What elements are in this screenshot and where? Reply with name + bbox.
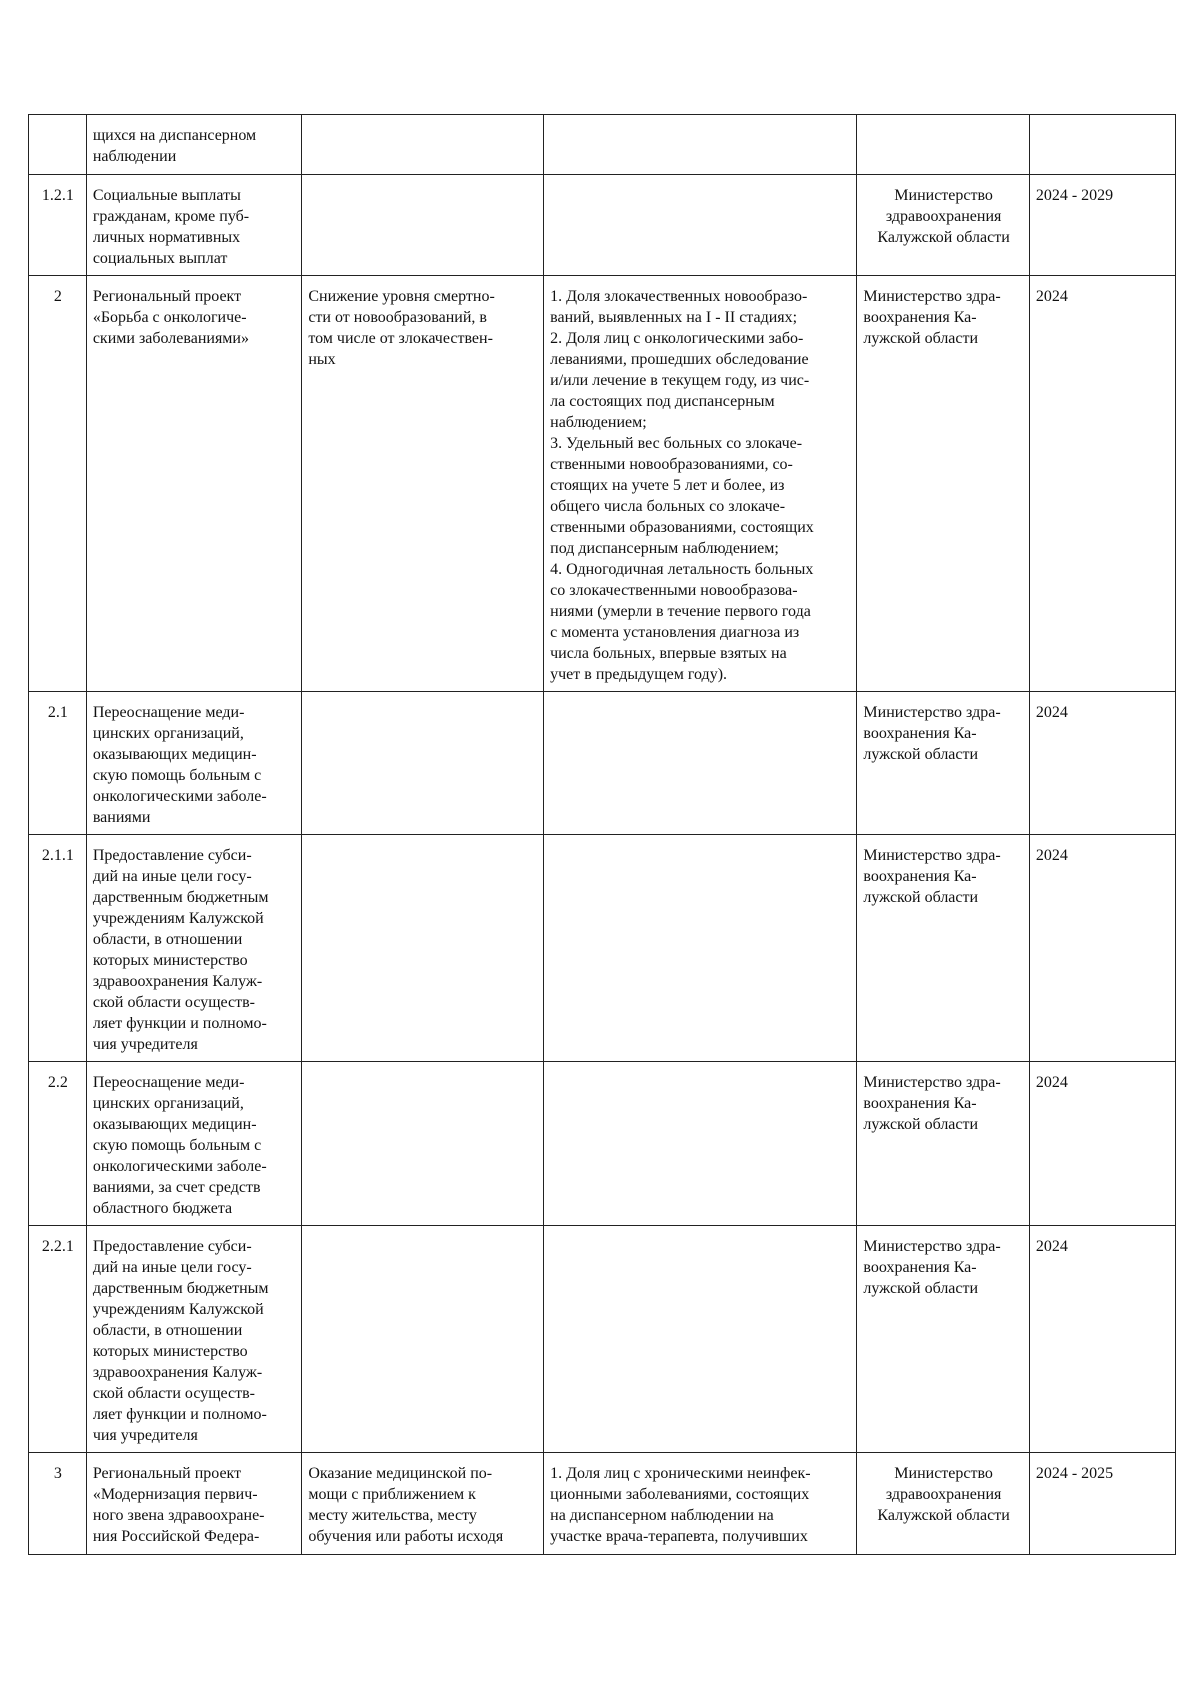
row-period: 2024 xyxy=(1029,276,1175,692)
row-period: 2024 xyxy=(1029,1226,1175,1453)
row-name: Переоснащение меди- цинских организаций, оказывающих медицин- скую помощь больным с онкологическими заболе- ваниями xyxy=(86,692,302,835)
row-period: 2024 - 2029 xyxy=(1029,175,1175,276)
row-task: Оказание медицинской по- мощи с приближением к месту жительства, месту обучения или работы исходя xyxy=(302,1453,544,1555)
row-executor: Министерство здра- воохранения Ка- лужской области xyxy=(857,1226,1029,1453)
row-task: Снижение уровня смертно- сти от новообразований, в том числе от злокачествен- ных xyxy=(302,276,544,692)
table-row xyxy=(29,835,1176,1062)
table-row xyxy=(29,1453,1176,1555)
row-number xyxy=(29,115,87,175)
row-task xyxy=(302,835,544,1062)
row-name: Региональный проект «Модернизация первич- ного звена здравоохране- ния Российской Федера- xyxy=(86,1453,302,1555)
row-name: щихся на диспансерном наблюдении xyxy=(86,115,302,175)
row-executor: Министерство здравоохранения Калужской области xyxy=(857,175,1029,276)
row-period: 2024 - 2025 xyxy=(1029,1453,1175,1555)
row-task xyxy=(302,1062,544,1226)
program-table xyxy=(28,114,1176,1555)
row-name: Предоставление субси- дий на иные цели госу- дарственным бюджетным учреждениям Калужской области, в отношении которых министерство здравоохранения Калуж- ской области осуществ- ляет функции и полномо- чия учредителя xyxy=(86,1226,302,1453)
row-number: 2 xyxy=(29,276,87,692)
row-period: 2024 xyxy=(1029,692,1175,835)
table-row xyxy=(29,1062,1176,1226)
row-executor: Министерство здра- воохранения Ка- лужской области xyxy=(857,835,1029,1062)
row-indicators xyxy=(544,115,857,175)
table-row xyxy=(29,276,1176,692)
row-indicators xyxy=(544,1226,857,1453)
row-task xyxy=(302,692,544,835)
row-number: 1.2.1 xyxy=(29,175,87,276)
row-task xyxy=(302,115,544,175)
row-number: 2.1.1 xyxy=(29,835,87,1062)
row-executor: Министерство здра- воохранения Ка- лужской области xyxy=(857,1062,1029,1226)
row-number: 3 xyxy=(29,1453,87,1555)
row-number: 2.2.1 xyxy=(29,1226,87,1453)
row-number: 2.2 xyxy=(29,1062,87,1226)
row-indicators: 1. Доля лиц с хроническими неинфек- ционными заболеваниями, состоящих на диспансерном наблюдении на участке врача-терапевта, получивших xyxy=(544,1453,857,1555)
row-indicators: 1. Доля злокачественных новообразо- ваний, выявленных на I - II стадиях; 2. Доля лиц с онкологическими забо- леваниями, прошедших обследование и/или лечение в текущем году, из чис- ла состоящих под диспансерным наблюдением; 3. Удельный вес больных со злокаче- ственными новообразованиями, со- стоящих на учете 5 лет и более, из общего числа больных со злокаче- ственными образованиями, состоящих под диспансерным наблюдением; 4. Одногодичная летальность больных со злокачественными новообразова- ниями (умерли в течение первого года с момента установления диагноза из числа больных, впервые взятых на учет в предыдущем году). xyxy=(544,276,857,692)
row-executor: Министерство здра- воохранения Ка- лужской области xyxy=(857,692,1029,835)
table-row xyxy=(29,175,1176,276)
row-name: Социальные выплаты гражданам, кроме пуб- личных нормативных социальных выплат xyxy=(86,175,302,276)
row-name: Региональный проект «Борьба с онкологиче- скими заболеваниями» xyxy=(86,276,302,692)
row-task xyxy=(302,175,544,276)
row-task xyxy=(302,1226,544,1453)
table-row xyxy=(29,115,1176,175)
table-row xyxy=(29,1226,1176,1453)
row-executor: Министерство здра- воохранения Ка- лужской области xyxy=(857,276,1029,692)
row-number: 2.1 xyxy=(29,692,87,835)
row-executor xyxy=(857,115,1029,175)
row-name: Переоснащение меди- цинских организаций, оказывающих медицин- скую помощь больным с онкологическими заболе- ваниями, за счет средств областного бюджета xyxy=(86,1062,302,1226)
table-row xyxy=(29,692,1176,835)
row-executor: Министерство здравоохранения Калужской области xyxy=(857,1453,1029,1555)
row-indicators xyxy=(544,692,857,835)
row-name: Предоставление субси- дий на иные цели госу- дарственным бюджетным учреждениям Калужской области, в отношении которых министерство здравоохранения Калуж- ской области осуществ- ляет функции и полномо- чия учредителя xyxy=(86,835,302,1062)
row-indicators xyxy=(544,1062,857,1226)
row-period: 2024 xyxy=(1029,835,1175,1062)
row-indicators xyxy=(544,175,857,276)
row-period: 2024 xyxy=(1029,1062,1175,1226)
row-indicators xyxy=(544,835,857,1062)
row-period xyxy=(1029,115,1175,175)
